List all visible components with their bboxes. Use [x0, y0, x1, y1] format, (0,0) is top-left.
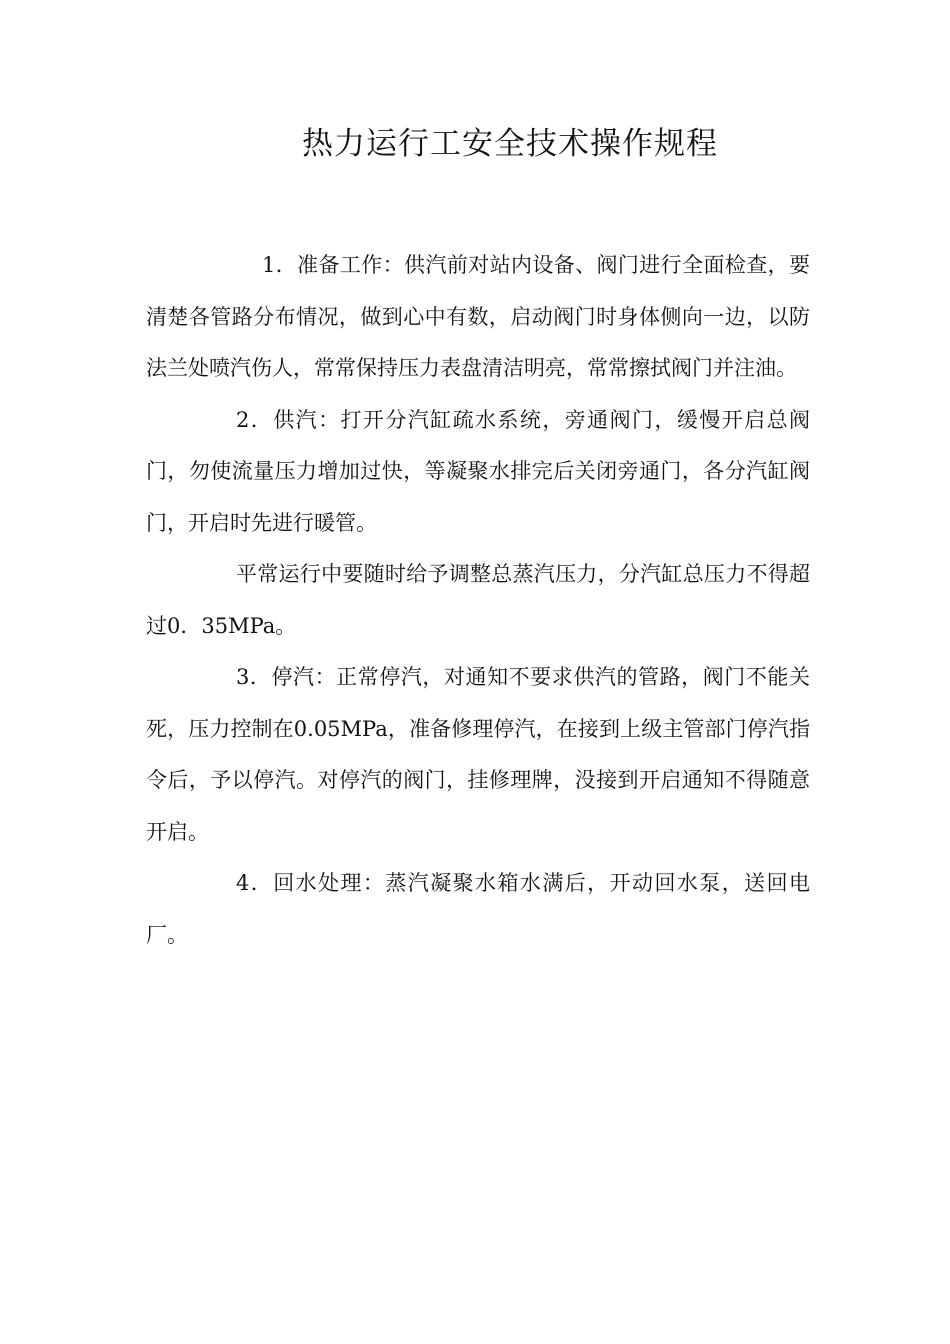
paragraph-return-water: 4．回水处理：蒸汽凝聚水箱水满后，开动回水泵，送回电厂。 — [146, 871, 810, 947]
paragraph-steam-supply: 2．供汽：打开分汽缸疏水系统，旁通阀门，缓慢开启总阀门，勿使流量压力增加过快，等凝聚水排完后关闭旁通门，各分汽缸阀门，开启时先进行暖管。 — [146, 407, 810, 535]
paragraph-steam-stop: 3．停汽：正常停汽，对通知不要求供汽的管路，阀门不能关死，压力控制在0.05MPa，准备修理停汽，在接到上级主管部门停汽指令后，予以停汽。对停汽的阀门，挂修理牌，没接到开启通知不得随意开启。 — [146, 665, 810, 844]
paragraph-preparation: 1．准备工作：供汽前对站内设备、阀门进行全面检查，要清楚各管路分布情况，做到心中有数，启动阀门时身体侧向一边，以防法兰处喷汽伤人，常常保持压力表盘清洁明亮，常常擦拭阀门并注油。 — [146, 253, 810, 380]
document-title: 热力运行工安全技术操作规程 — [302, 126, 718, 162]
document-body — [146, 240, 810, 961]
paragraph-normal-operation: 平常运行中要随时给予调整总蒸汽压力，分汽缸总压力不得超过0．35MPa。 — [146, 562, 810, 638]
